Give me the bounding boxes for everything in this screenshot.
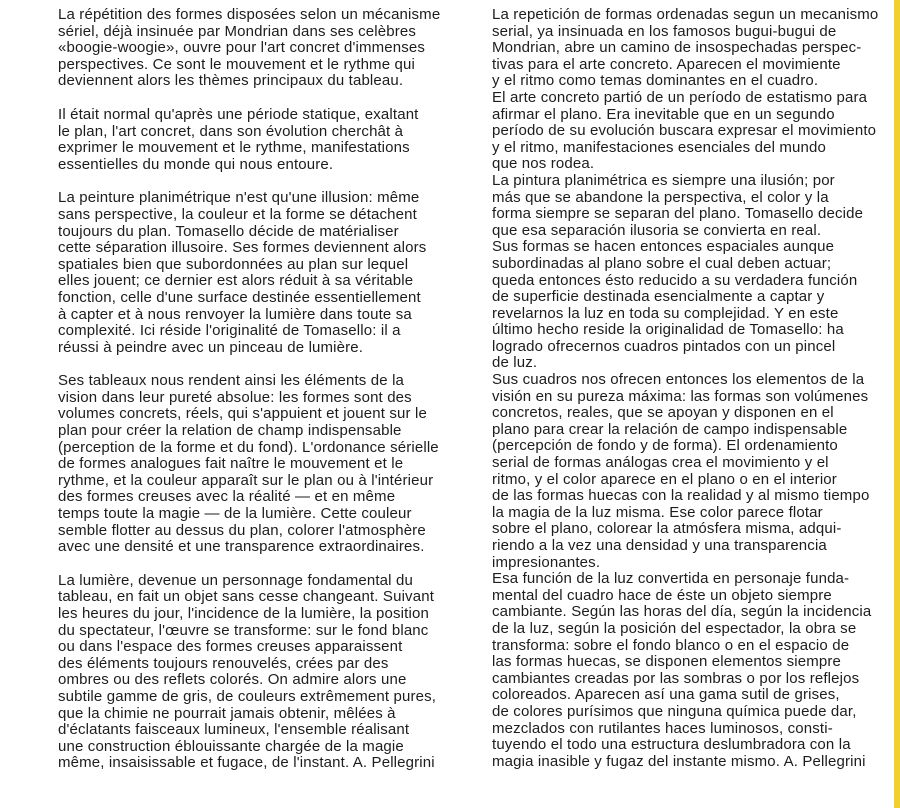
spanish-paragraph-6: Esa función de la luz convertida en personaje funda- mental del cuadro hace de éste un objeto siempre cambiante. Según las horas del día, según la incidencia de la luz, según la posición del espectador, la obra se transforma: sobre el fondo blanco o en el espacio de las formas huecas, se disponen elementos siempre cambiantes creadas por las sombras o por los reflejos coloreados. Aparecen así una gama sutil de grises, de colores purísimos que ninguna química puede dar, mezclados con rutilantes haces luminosos, consti- tuyendo el todo una estructura deslumbradora con la magia inasible y fugaz del instante mismo. A. Pellegrini [492, 570, 872, 770]
yellow-edge-strip [894, 0, 900, 808]
french-paragraph-3: La peinture planimétrique n'est qu'une illusion: même sans perspective, la couleur et la forme se détachent toujours du plan. Tomasello décide de matérialiser cette séparation illusoire. Ses formes deviennent alors spatiales bien que subordonnées au plan sur lequel elles jouent; ce dernier est alors réduit à sa véritable fonction, celle d'une surface destinée essentiellement à capter et à nous renvoyer la lumière dans toute sa complexité. Ici réside l'originalité de Tomasello: il a réussi à peindre avec un pinceau de lumière. [58, 189, 427, 356]
spanish-paragraph-4: Sus formas se hacen entonces espaciales aunque subordinadas al plano sobre el cual deben actuar; queda entonces ésto reducido a su verdadera función de superficie destinada esencialmente a captar y revelarnos la luz en toda su complejidad. Y en este último hecho reside la originalidad de Tomasello: ha logrado ofrecernos cuadros pintados con un pincel de luz. [492, 238, 858, 372]
spanish-paragraph-3: La pintura planimétrica es siempre una ilusión; por más que se abandone la perspectiva, el color y la forma siempre se separan del plano. Tomasello decide que esa separación ilusoria se convierta en real. [492, 171, 864, 239]
spanish-paragraph-1: La repetición de formas ordenadas segun un mecanismo serial, ya insinuada en los famosos bugui-bugui de Mondrian, abre un camino de insospechadas perspec- tivas para el arte concreto. Aparecen el movimiente y el ritmo como temas dominantes en el cuadro. [492, 6, 879, 90]
french-paragraph-1: La répétition des formes disposées selon un mécanisme sériel, déjà insinuée par Mondrian dans ses celèbres «boogie-woogie», ouvre pour l'art concret d'immenses perspectives. Ce sont le mouvement et le rythme qui deviennent alors les thèmes principaux du tableau. [58, 6, 441, 90]
french-paragraph-2: Il était normal qu'après une période statique, exaltant le plan, l'art concret, dans son évolution cherchât à exprimer le mouvement et le rythme, manifestations essentielles du monde qui nous entoure. [58, 105, 419, 173]
spanish-paragraph-5: Sus cuadros nos ofrecen entonces los elementos de la visión en su pureza máxima: las formas son volúmenes concretos, reales, que se apoyan y disponen en el plano para crear la relación de campo indispensable (percepción de fondo y de forma). El ordenamiento serial de formas análogas crea el movimiento y el ritmo, y el color aparece en el plano o en el interior de las formas huecas con la realidad y al mismo tiempo la magia de la luz misma. Ese color parece flotar sobre el plano, colorear la atmósfera misma, adqui- riendo a la vez una densidad y una transparencia impresionantes. [492, 371, 870, 571]
french-text-column [58, 7, 458, 789]
french-paragraph-4: Ses tableaux nous rendent ainsi les éléments de la vision dans leur pureté absolue: les formes sont des volumes concrets, réels, qui s'appuient et jouent sur le plan pour créer la relation de champ indispensable (perception de la forme et du fond). L'ordonance sérielle de formes analogues fait naître le mouvement et le rythme, et la couleur apparaît sur le plan ou à l'intérieur des formes creuses avec la réalité — et en même temps toute la magie — de la lumière. Cette couleur semble flotter au dessus du plan, colorer l'atmosphère avec une densité et une transparence extraordinaires. [58, 372, 439, 556]
spanish-paragraph-2: El arte concreto partió de un período de estatismo para afirmar el plano. Era inevitable que en un segundo período de su evolución buscara expresar el movimiento y el ritmo, manifestaciones esenciales del mundo que nos rodea. [492, 88, 877, 173]
spanish-text-column [492, 7, 892, 770]
french-paragraph-5: La lumière, devenue un personnage fondamental du tableau, en fait un objet sans cesse changeant. Suivant les heures du jour, l'incidence de la lumière, la position du spectateur, l'œuvre se transforme: sur le fond blanc ou dans l'espace des formes creuses apparaissent des éléments toujours renouvelés, crées par des ombres ou des reflets colorés. On admire alors une subtile gamme de gris, de couleurs extrêmement pures, que la chimie ne pourrait jamais obtenir, mêlées à d'éclatants faisceaux lumineux, l'ensemble réalisant une construction éblouissante chargée de la magie même, insaisissable et fugace, de l'instant. A. Pellegrini [58, 571, 437, 772]
